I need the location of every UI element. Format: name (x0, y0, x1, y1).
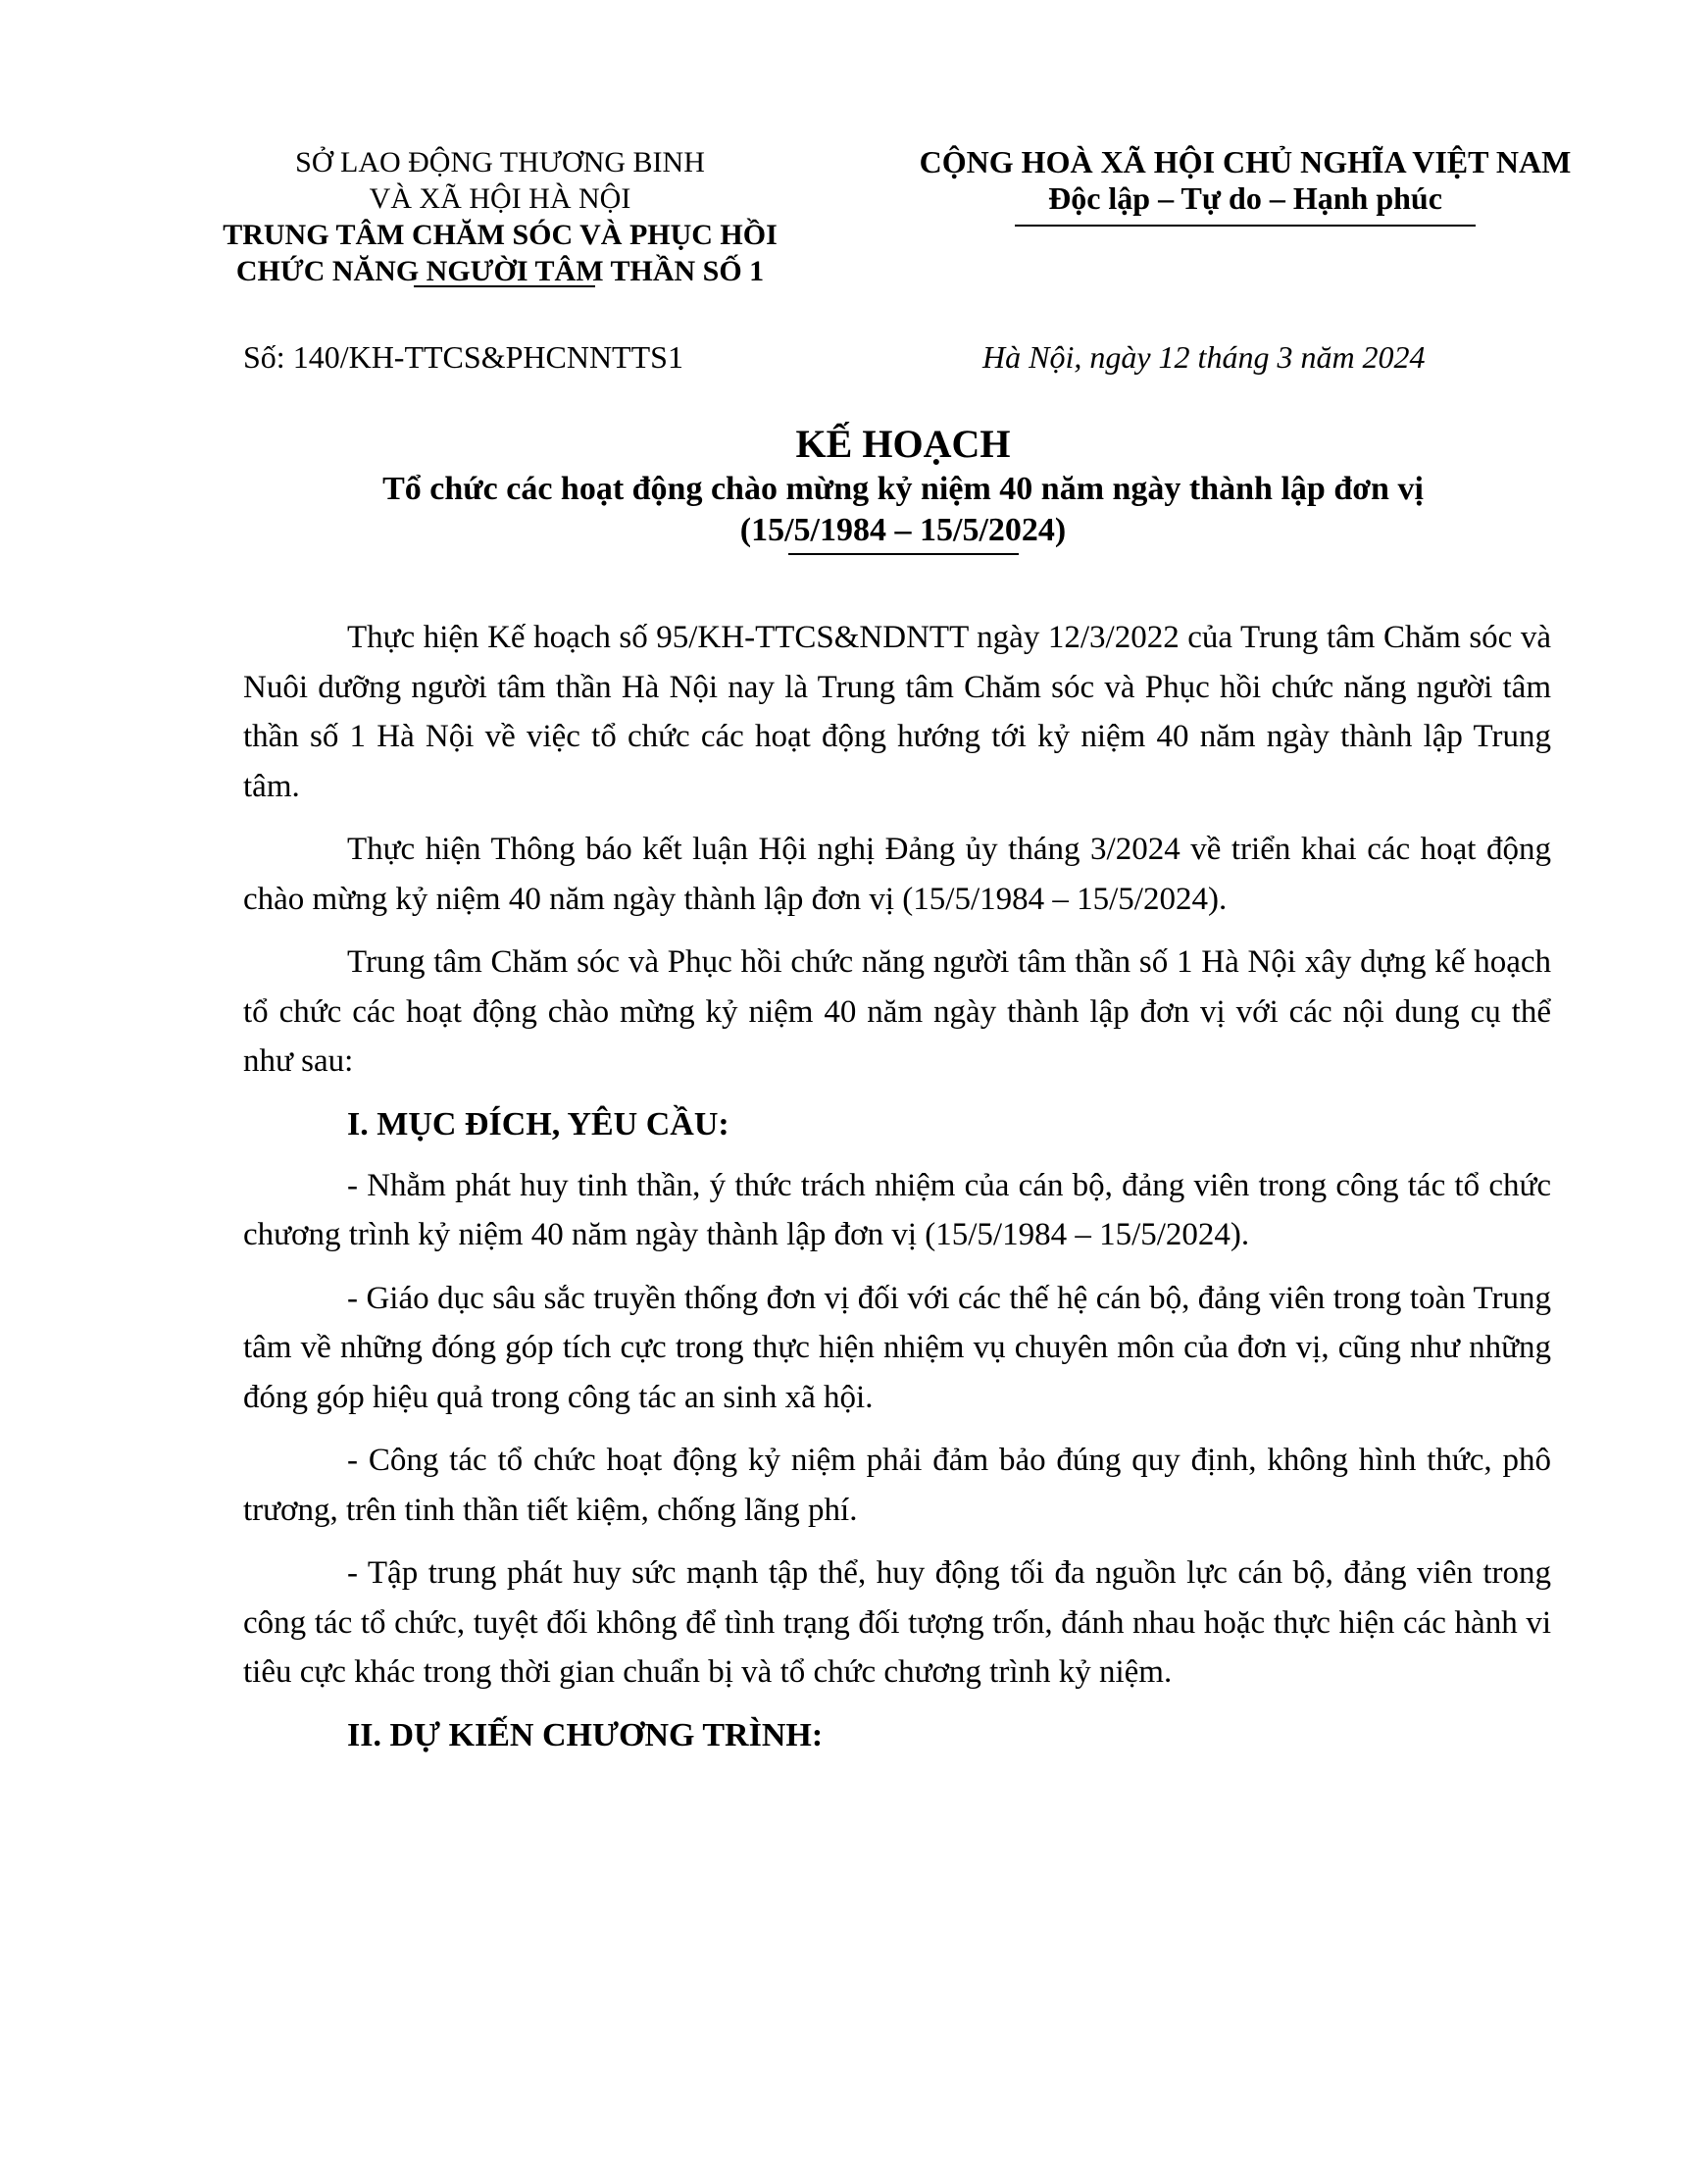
title-period: (15/5/1984 – 15/5/2024) (739, 512, 1067, 548)
purpose-item-3: - Công tác tổ chức hoạt động kỷ niệm phải đảm bảo đúng quy định, không hình thức, phô trương, trên tinh thần tiết kiệm, chống lãng phí. (243, 1443, 1551, 1528)
section-heading-program: II. DỰ KIẾN CHƯƠNG TRÌNH: (347, 1716, 824, 1753)
country-name: CỘNG HOÀ XÃ HỘI CHỦ NGHĨA VIỆT NAM (919, 144, 1572, 179)
national-motto (873, 144, 1618, 227)
title-type: KẾ HOẠCH (795, 422, 1011, 466)
section-heading-purpose: I. MỤC ĐÍCH, YÊU CẦU: (347, 1105, 729, 1142)
org-parent-line2: VÀ XÃ HỘI HÀ NỘI (369, 182, 631, 215)
paragraph-basis-2: Thực hiện Thông báo kết luận Hội nghị Đảng ủy tháng 3/2024 về triển khai các hoạt động chào mừng kỷ niệm 40 năm ngày thành lập đơn vị (15/5/1984 – 15/5/2024). (243, 832, 1551, 917)
document-title (147, 420, 1659, 555)
paragraph-intro: Trung tâm Chăm sóc và Phục hồi chức năng người tâm thần số 1 Hà Nội xây dựng kế hoạch tổ chức các hoạt động chào mừng kỷ niệm 40 năm ngày thành lập đơn vị với các nội dung cụ thể như sau: (243, 944, 1551, 1079)
org-parent-line1: SỞ LAO ĐỘNG THƯƠNG BINH (295, 146, 705, 178)
document-body (243, 613, 1551, 1772)
document-number: Số: 140/KH-TTCS&PHCNNTTS1 (243, 339, 683, 375)
purpose-item-4: - Tập trung phát huy sức mạnh tập thể, huy động tối đa nguồn lực cán bộ, đảng viên trong công tác tổ chức, tuyệt đối không để tình trạng đối tượng trốn, đánh nhau hoặc thực hiện các hành vi tiêu cực khác trong thời gian chuẩn bị và tổ chức chương trình kỷ niệm. (243, 1555, 1551, 1690)
purpose-item-2: - Giáo dục sâu sắc truyền thống đơn vị đối với các thế hệ cán bộ, đảng viên trong toàn Trung tâm về những đóng góp tích cực trong thực hiện nhiệm vụ chuyên môn của đơn vị, cũng như những đóng góp hiệu quả trong công tác an sinh xã hội. (243, 1280, 1551, 1415)
title-underline (788, 553, 1019, 555)
motto: Độc lập – Tự do – Hạnh phúc (1048, 180, 1442, 216)
org-name-line2: CHỨC NĂNG NGƯỜI TÂM THẦN SỐ 1 (235, 255, 765, 287)
purpose-item-1: - Nhằm phát huy tinh thần, ý thức trách nhiệm của cán bộ, đảng viên trong công tác tổ chức chương trình kỷ niệm 40 năm ngày thành lập đơn vị (15/5/1984 – 15/5/2024). (243, 1167, 1551, 1252)
paragraph-basis-1: Thực hiện Kế hoạch số 95/KH-TTCS&NDNTT ngày 12/3/2022 của Trung tâm Chăm sóc và Nuôi dưỡng người tâm thần Hà Nội nay là Trung tâm Chăm sóc và Phục hồi chức năng người tâm thần số 1 Hà Nội về việc tổ chức các hoạt động hướng tới kỷ niệm 40 năm ngày thành lập Trung tâm. (243, 620, 1551, 804)
document-date: Hà Nội, ngày 12 tháng 3 năm 2024 (982, 339, 1426, 375)
motto-underline (1015, 225, 1476, 227)
org-name-line1: TRUNG TÂM CHĂM SÓC VÀ PHỤC HỒI (223, 219, 778, 251)
issuing-organization (157, 144, 843, 289)
title-subject: Tổ chức các hoạt động chào mừng kỷ niệm 40 năm ngày thành lập đơn vị (382, 471, 1424, 507)
org-underline (414, 285, 595, 287)
